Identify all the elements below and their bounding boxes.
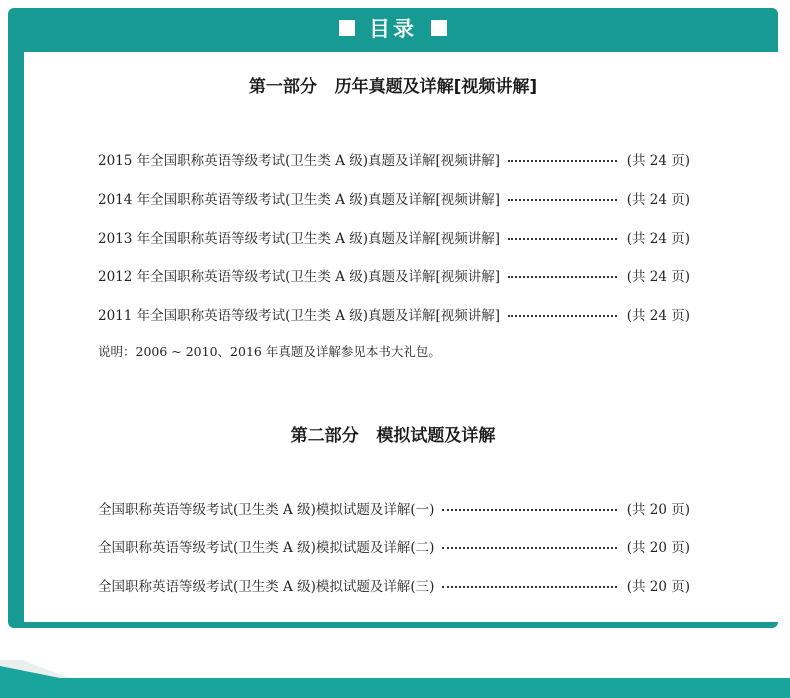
dot-leader bbox=[508, 276, 617, 278]
bottom-stripe bbox=[0, 678, 790, 698]
toc-title: 目录 bbox=[369, 17, 417, 41]
entry-title: 2013 年全国职称英语等级考试(卫生类 A 级)真题及详解[视频讲解] bbox=[98, 231, 501, 247]
entry-title: 全国职称英语等级考试(卫生类 A 级)模拟试题及详解(一) bbox=[98, 502, 435, 518]
entry-pages: (共 24 页) bbox=[626, 231, 690, 247]
dot-leader bbox=[508, 160, 617, 162]
toc-entry[interactable] bbox=[98, 574, 690, 596]
toc-header bbox=[8, 8, 778, 48]
entry-pages: (共 24 页) bbox=[626, 308, 690, 324]
bottom-stripe-graphic bbox=[0, 660, 790, 698]
entry-pages: (共 24 页) bbox=[626, 192, 690, 208]
square-right-icon bbox=[431, 20, 447, 36]
entry-pages: (共 20 页) bbox=[626, 502, 690, 518]
part1-title: 第一部分 历年真题及详解[视频讲解] bbox=[248, 77, 538, 97]
toc-entry[interactable] bbox=[98, 187, 690, 209]
square-left-icon bbox=[339, 20, 355, 36]
entry-title: 全国职称英语等级考试(卫生类 A 级)模拟试题及详解(二) bbox=[98, 540, 435, 556]
dot-leader bbox=[442, 509, 616, 511]
entry-title: 2011 年全国职称英语等级考试(卫生类 A 级)真题及详解[视频讲解] bbox=[98, 308, 501, 324]
entry-pages: (共 24 页) bbox=[626, 269, 690, 285]
dot-leader bbox=[508, 199, 617, 201]
entry-title: 2014 年全国职称英语等级考试(卫生类 A 级)真题及详解[视频讲解] bbox=[98, 192, 501, 208]
toc-entry[interactable] bbox=[98, 148, 690, 170]
dot-leader bbox=[442, 586, 616, 588]
toc-entry[interactable] bbox=[98, 264, 690, 286]
toc-entry[interactable] bbox=[98, 497, 690, 519]
entry-pages: (共 20 页) bbox=[626, 579, 690, 595]
dot-leader bbox=[508, 315, 617, 317]
bottom-decoration bbox=[0, 660, 790, 698]
dot-leader bbox=[508, 238, 617, 240]
part1-note: 说明：2006 ~ 2010、2016 年真题及详解参见本书大礼包。 bbox=[98, 344, 441, 359]
toc-entry[interactable] bbox=[98, 226, 690, 248]
entry-title: 2015 年全国职称英语等级考试(卫生类 A 级)真题及详解[视频讲解] bbox=[98, 153, 501, 169]
entry-pages: (共 24 页) bbox=[626, 153, 690, 169]
dot-leader bbox=[442, 547, 616, 549]
entry-title: 2012 年全国职称英语等级考试(卫生类 A 级)真题及详解[视频讲解] bbox=[98, 269, 501, 285]
toc-entry[interactable] bbox=[98, 535, 690, 557]
entry-pages: (共 20 页) bbox=[626, 540, 690, 556]
entry-title: 全国职称英语等级考试(卫生类 A 级)模拟试题及详解(三) bbox=[98, 579, 435, 595]
toc-entry[interactable] bbox=[98, 303, 690, 325]
part2-title: 第二部分 模拟试题及详解 bbox=[290, 426, 496, 446]
